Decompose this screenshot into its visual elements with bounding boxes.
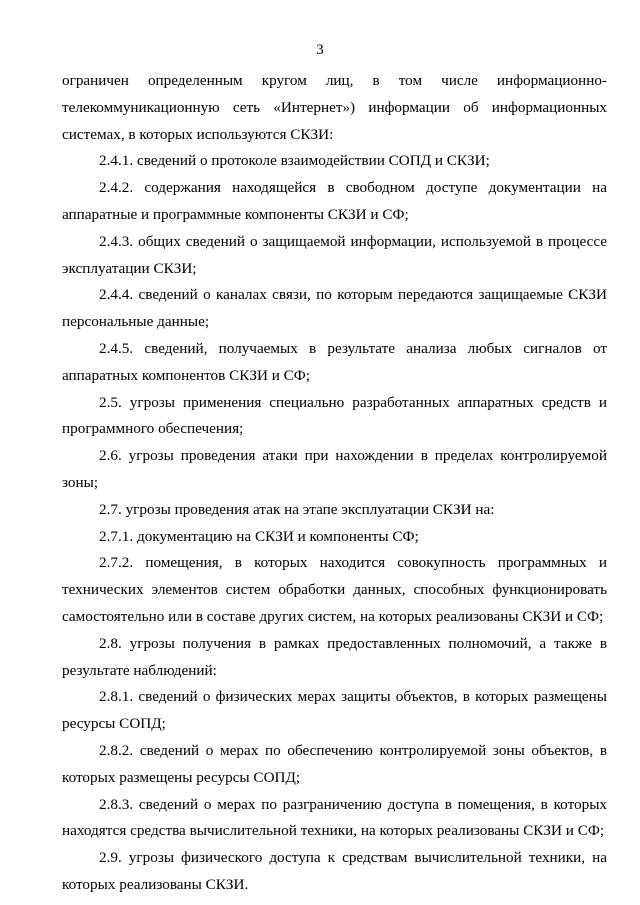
page-number: 3 (316, 42, 324, 58)
paragraph-2-8-3: 2.8.3. сведений о мерах по разграничению доступа в помещения, в которых находятся средства вычислительной техники, на которых реализованы СКЗИ и СФ; (62, 795, 607, 840)
paragraph-2-8: 2.8. угрозы получения в рамках предоставленных полномочий, а также в результате наблюдений: (62, 634, 607, 679)
document-body (62, 68, 607, 899)
paragraph-continuation: ограничен определенным кругом лиц, в том числе информационно-телекоммуникационную сеть «Интернет») информации об информационных системах, в которых используются СКЗИ: (62, 72, 607, 143)
paragraph-2-4-2: 2.4.2. содержания находящейся в свободном доступе документации на аппаратные и программные компоненты СКЗИ и СФ; (62, 179, 607, 223)
paragraph-2-4-4: 2.4.4. сведений о каналах связи, по которым передаются защищаемые СКЗИ персональные данные; (62, 286, 607, 331)
paragraph-2-8-2: 2.8.2. сведений о мерах по обеспечению контролируемой зоны объектов, в которых размещены ресурсы СОПД; (62, 741, 607, 786)
paragraph-2-4-3: 2.4.3. общих сведений о защищаемой информации, используемой в процессе эксплуатации СКЗИ; (62, 232, 607, 277)
paragraph-2-6: 2.6. угрозы проведения атаки при нахождении в пределах контролируемой зоны; (62, 447, 607, 491)
paragraph-2-4-1: 2.4.1. сведений о протоколе взаимодействии СОПД и СКЗИ; (99, 152, 490, 170)
paragraph-2-7: 2.7. угрозы проведения атак на этапе эксплуатации СКЗИ на: (99, 500, 495, 518)
paragraph-2-7-2: 2.7.2. помещения, в которых находится совокупность программных и технических элементов систем обработки данных, способных функционировать самостоятельно или в составе других систем, на которых реализованы СКЗИ и СФ; (62, 554, 607, 625)
paragraph-2-4-5: 2.4.5. сведений, получаемых в результате анализа любых сигналов от аппаратных компонентов СКЗИ и СФ; (62, 339, 607, 384)
paragraph-2-5: 2.5. угрозы применения специально разработанных аппаратных средств и программного обеспечения; (62, 393, 607, 438)
paragraph-2-7-1: 2.7.1. документацию на СКЗИ и компоненты СФ; (99, 527, 419, 545)
paragraph-2-9: 2.9. угрозы физического доступа к средствам вычислительной техники, на которых реализованы СКЗИ. (62, 849, 607, 893)
paragraph-2-8-1: 2.8.1. сведений о физических мерах защиты объектов, в которых размещены ресурсы СОПД; (62, 688, 607, 733)
